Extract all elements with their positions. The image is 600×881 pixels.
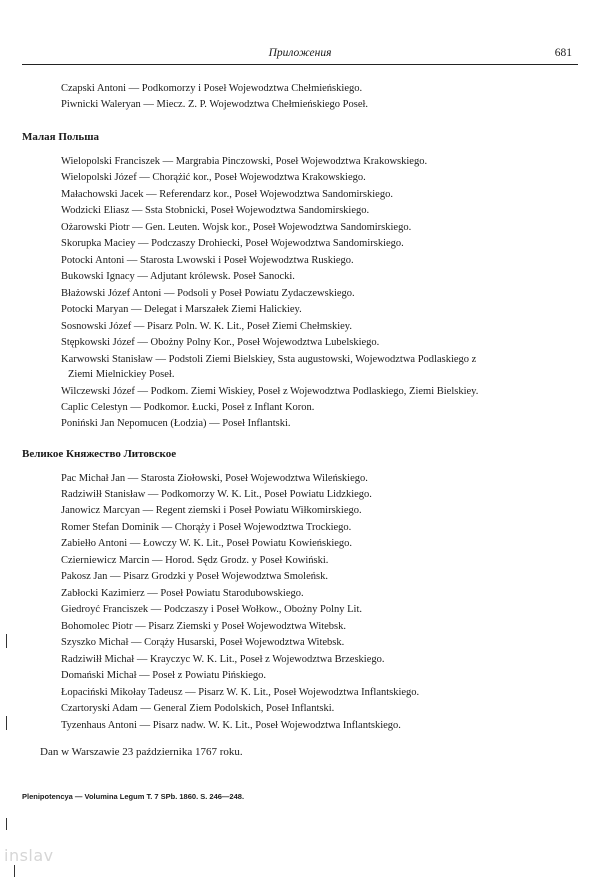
list-item: Czapski Antoni — Podkomorzy i Poseł Wojewodztwa Chełmieńskiego. [61,83,363,94]
list-item: Piwnicki Waleryan — Miecz. Z. P. Wojewodztwa Chełmieńskiego Poseł. [61,99,369,110]
list-item: Małachowski Jacek — Referendarz kor., Poseł Wojewodztwa Sandomirskiego. [61,189,393,200]
header-title: Приложения [268,47,332,59]
list-item: Giedroyć Franciszek — Podczaszy i Poseł Wołkow., Obożny Polny Lit. [61,604,362,615]
list-item: Caplic Celestyn — Podkomor. Łucki, Poseł z Inflant Koron. [61,402,315,413]
list-item: Bohomolec Piotr — Pisarz Ziemski y Poseł Wojewodztwa Witebsk. [61,621,347,632]
section-heading-lithuania: Великое Княжество Литовское [22,448,177,460]
list-item: Potocki Antoni — Starosta Lwowski i Poseł Wojewodztwa Ruskiego. [61,255,354,266]
list-item: Romer Stefan Dominik — Chorąży i Poseł Wojewodztwa Trockiego. [61,522,352,533]
list-item: Wilczewski Józef — Podkom. Ziemi Wiskiey, Poseł z Wojewodztwa Podlaskiego, Ziemi Bielskiey. [61,386,479,397]
list-item: Poniński Jan Nepomucen (Łodzia) — Poseł Inflantski. [61,418,291,429]
list-item: Janowicz Marcyan — Regent ziemski i Poseł Powiatu Wiłkomirskiego. [61,505,362,516]
list-item: Czierniewicz Marcin — Horod. Sędz Grodz. y Poseł Kowiński. [61,555,329,566]
scan-artifact [14,865,15,877]
list-item: Radziwiłł Stanisław — Podkomorzy W. K. Lit., Poseł Powiatu Lidzkiego. [61,489,372,500]
list-item: Ożarowski Piotr — Gen. Leuten. Wojsk kor., Poseł Wojewodztwa Sandomirskiego. [61,222,412,233]
list-item: Pakosz Jan — Pisarz Grodzki y Poseł Wojewodztwa Smoleńsk. [61,571,328,582]
list-item: Błażowski Józef Antoni — Podsoli y Poseł Powiatu Zydaczewskiego. [61,288,355,299]
list-item: Zabiełło Antoni — Łowczy W. K. Lit., Poseł Powiatu Kowieńskiego. [61,538,353,549]
running-header [22,44,578,65]
list-item: Wielopolski Franciszek — Margrabia Pinczowski, Poseł Wojewodztwa Krakowskiego. [61,156,428,167]
list-item: Potocki Maryan — Delegat i Marszałek Ziemi Halickiey. [61,304,302,315]
section-heading-malopolska: Малая Польша [22,131,100,143]
page-number: 681 [554,47,572,59]
list-item: Karwowski Stanisław — Podstoli Ziemi Bielskiey, Ssta augustowski, Wojewodztwa Podlaskiego z [61,354,477,365]
list-item: Skorupka Maciey — Podczaszy Drohiecki, Poseł Wojewodztwa Sandomirskiego. [61,238,404,249]
list-item: Stępkowski Józef — Obożny Polny Kor., Poseł Wojewodztwa Lubelskiego. [61,337,380,348]
list-item: Domański Michał — Poseł z Powiatu Pińskiego. [61,670,267,681]
list-item: Bukowski Ignacy — Adjutant królewsk. Poseł Sanocki. [61,271,295,282]
watermark: inslav [4,846,54,865]
closing-statement: Dan w Warszawie 23 października 1767 roku. [40,746,243,758]
list-item-continuation: Ziemi Mielnickiey Poseł. [68,369,175,380]
list-item: Szyszko Michał — Corąży Husarski, Poseł Wojewodztwa Witebsk. [61,637,345,648]
source-note: Plenipotencya — Volumina Legum T. 7 SPb. 1860. S. 246—248. [22,792,245,801]
scan-artifact [6,818,7,830]
scan-artifact [6,634,7,648]
list-item: Wodzicki Eliasz — Ssta Stobnicki, Poseł Wojewodztwa Sandomirskiego. [61,205,370,216]
scan-artifact [6,716,7,730]
list-item: Tyzenhaus Antoni — Pisarz nadw. W. K. Lit., Poseł Wojewodztwa Inflantskiego. [61,720,401,731]
list-item: Sosnowski Józef — Pisarz Poln. W. K. Lit., Poseł Ziemi Chełmskiey. [61,321,352,332]
list-item: Wielopolski Józef — Chorążić kor., Poseł Wojewodztwa Krakowskiego. [61,172,366,183]
list-item: Czartoryski Adam — General Ziem Podolskich, Poseł Inflantski. [61,703,335,714]
list-item: Łopaciński Mikołay Tadeusz — Pisarz W. K. Lit., Poseł Wojewodztwa Inflantskiego. [61,687,420,698]
list-item: Radziwiłł Michał — Krayczyc W. K. Lit., Poseł z Wojewodztwa Brzeskiego. [61,654,385,665]
list-item: Zabłocki Kazimierz — Poseł Powiatu Starodubowskiego. [61,588,304,599]
list-item: Pac Michał Jan — Starosta Ziołowski, Poseł Wojewodztwa Wileńskiego. [61,473,368,484]
